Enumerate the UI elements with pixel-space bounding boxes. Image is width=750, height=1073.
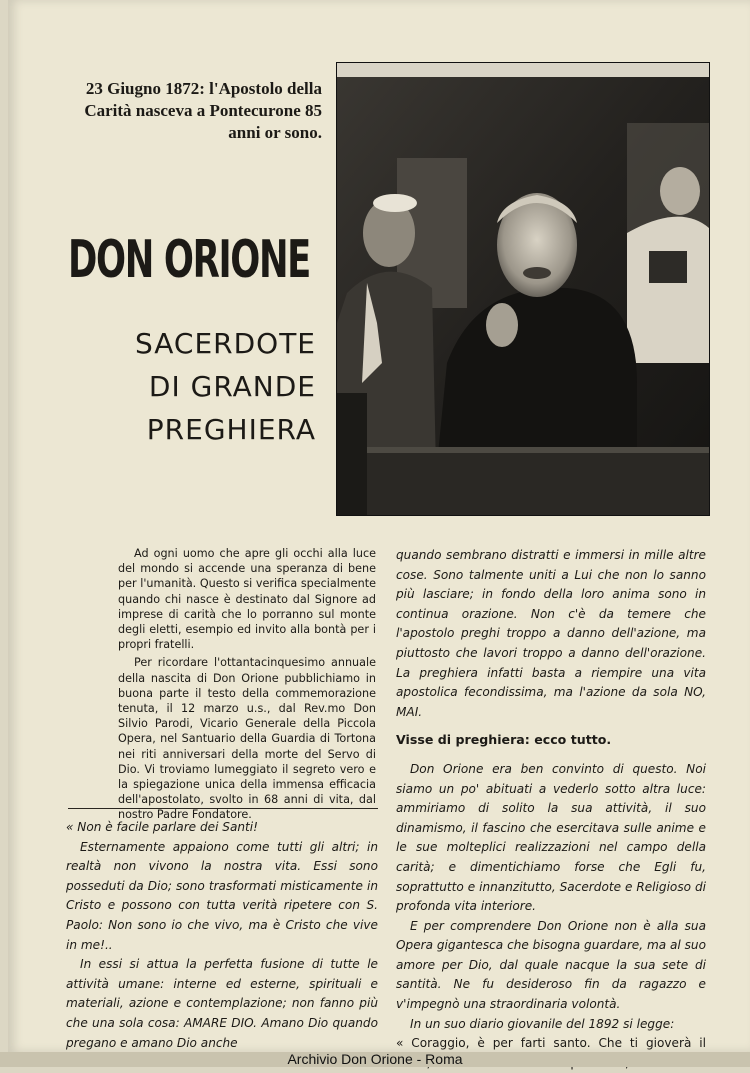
subtitle-line-2: DI GRANDE — [148, 370, 316, 403]
intro-text — [118, 546, 376, 826]
article-paragraph: In essi si attua la perfetta fusione di tutte le attività umane: interne ed esterne, spirituali e materiali, azione e contemplazione; non fanno più che una sola cosa: AMARE DIO. Amano Dio quando pregano e amano Dio anche — [66, 957, 378, 1050]
section-subheading: Visse di preghiera: ecco tutto. — [396, 732, 612, 748]
divider — [68, 808, 378, 809]
subtitle-line-3: PREGHIERA — [146, 413, 316, 446]
intro-paragraph: Ad ogni uomo che apre gli occhi alla luce del mondo si accende una speranza di bene per l'umanità. Questo si verifica specialmente quando chi nasce è destinato dal Signore ad imprese di carità che lo porranno sul monte degli eletti, esempio ed invito alla bontà per i propri fratelli. — [118, 547, 376, 652]
date-intro-heading: 23 Giugno 1872: l'Apostolo della Carità nasceva a Pontecurone 85 anni or sono. — [84, 79, 322, 142]
page-title: DON ORIONE — [68, 230, 310, 290]
article-column-right — [396, 546, 706, 1073]
diary-quote: « Coraggio, è per farti santo. Che ti gioverà il — [396, 1036, 706, 1051]
intro-paragraph: Per ricordare l'ottantacinquesimo annuale della nascita di Don Orione pubblichiamo in buona parte il testo della commemorazione tenuta, il 12 marzo u.s., dal Rev.mo Don Silvio Parodi, Vicario Generale della Piccola Opera, nel Santuario della Guardia di Tortona nei riti anniversari della morte del Servo di Dio. Vi troviamo lumeggiato il segreto vero e la spiegazione unica della immensa efficacia dell'apostolato, svolto in 68 anni di vita, dal nostro Padre Fondatore. — [118, 656, 376, 822]
article-paragraph: Esternamente appaiono come tutti gli altri; in realtà non vivono la nostra vita. Essi sono posseduti da Dio; sono trasformati misticamente in Cristo e possono con tutta verità ripetere con S. Paolo: Non sono io che vivo, ma è Cristo che vive in me!.. — [66, 839, 378, 952]
page-subtitle — [106, 322, 316, 451]
article-paragraph: E per comprendere Don Orione non è alla sua Opera gigantesca che bisogna guardare, ma al suo amore per Dio, dal quale nacque la sua sete di santità. Ne fu desideroso fin da ragazzo e v'impegnò una straordinaria volontà. — [396, 918, 706, 1012]
photo-illustration — [337, 63, 709, 515]
magazine-page — [8, 0, 750, 1052]
article-column-left — [66, 818, 378, 1053]
article-paragraph: In un suo diario giovanile del 1892 si legge: — [410, 1016, 675, 1031]
article-paragraph: Don Orione era ben convinto di questo. Noi siamo un po' abituati a vederlo sotto altra luce: ammiriamo di solito la sua attività, il suo dinamismo, il fascino che esercitava sulle anime e le sue molteplici realizzazioni nel campo della carità; e dimentichiamo forse che Egli fu, soprattutto e innanzitutto, Sacerdote e Religioso di profonda vita interiore. — [396, 761, 706, 914]
article-paragraph: quando sembrano distratti e immersi in mille altre cose. Sono talmente uniti a Lui che non lo sanno più lasciare; in fondo della loro anima sono in continua orazione. Non c'è da temere che l'apostolo preghi troppo a danno dell'azione, ma piuttosto che lavori troppo a danno dell'orazione. La preghiera infatti basta a riempire una vita apostolica fecondissima, ma l'azione da sola NO, MAI. — [396, 548, 706, 719]
article-paragraph: « Non è facile parlare dei Santi! — [66, 820, 258, 834]
photo-priest-speaking — [336, 62, 710, 516]
subtitle-line-1: SACERDOTE — [134, 327, 316, 360]
archive-watermark: Archivio Don Orione - Roma — [287, 1051, 463, 1067]
